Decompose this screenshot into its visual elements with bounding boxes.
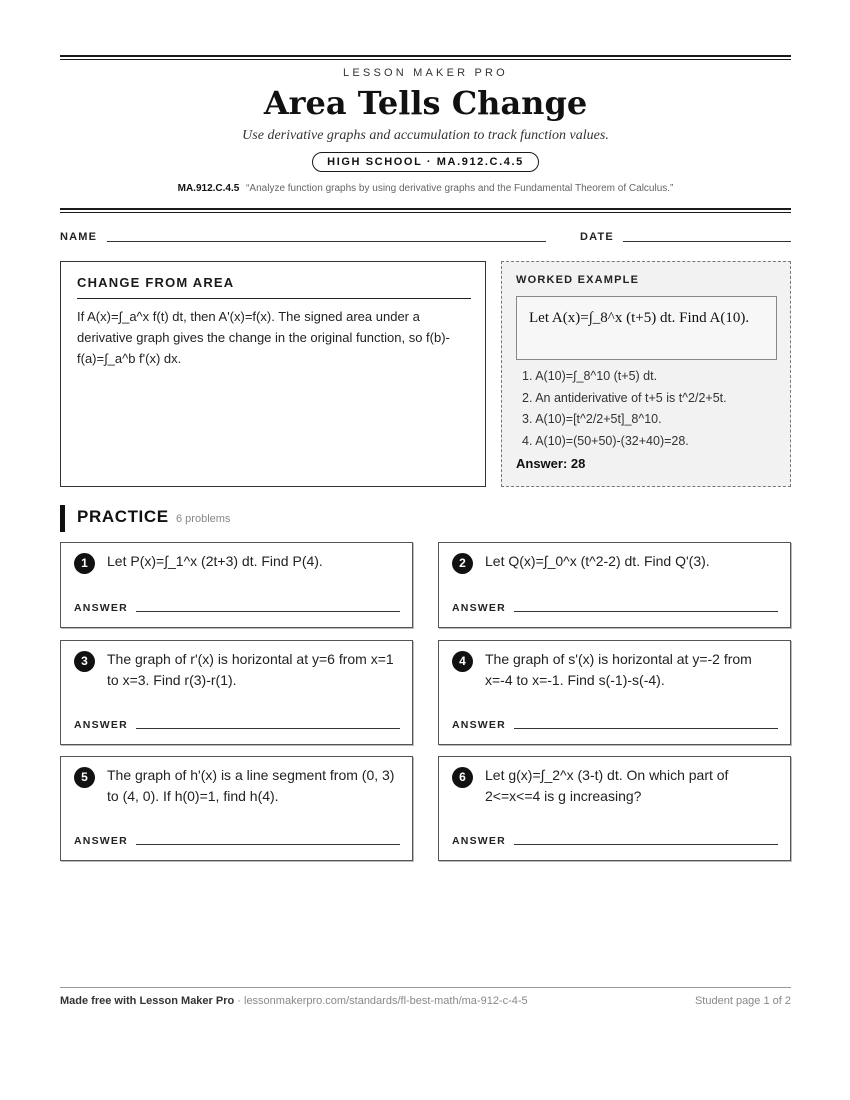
- problem-number-badge: 4: [452, 651, 473, 672]
- answer-field-2[interactable]: [514, 611, 778, 612]
- header-bottom-rule: [60, 208, 791, 213]
- answer-field-3[interactable]: [136, 728, 400, 729]
- footer-rule: [60, 987, 791, 988]
- problem-card-3: [60, 640, 413, 745]
- answer-field-6[interactable]: [514, 844, 778, 845]
- worked-example-title: WORKED EXAMPLE: [516, 274, 640, 286]
- problem-card-1: [60, 542, 413, 628]
- worked-example-steps: [522, 366, 784, 452]
- date-field[interactable]: [623, 241, 791, 242]
- problem-text: The graph of s'(x) is horizontal at y=-2 from x=-4 to x=-1. Find s(-1)-s(-4).: [485, 651, 752, 688]
- worksheet-page: [60, 0, 791, 1100]
- answer-label: ANSWER: [74, 719, 128, 731]
- standard-description: [60, 183, 791, 194]
- worked-step: 1. A(10)=∫_8^10 (t+5) dt.: [522, 369, 658, 383]
- problem-card-6: [438, 756, 791, 861]
- problem-number-badge: 2: [452, 553, 473, 574]
- name-field[interactable]: [107, 241, 546, 242]
- footer-page-number: Student page 1 of 2: [694, 995, 791, 1007]
- page-title: Area Tells Change: [263, 84, 588, 122]
- problem-number-badge: 5: [74, 767, 95, 788]
- grade-badge-wrap: [60, 152, 791, 172]
- answer-field-1[interactable]: [136, 611, 400, 612]
- problem-card-2: [438, 542, 791, 628]
- answer-label: ANSWER: [452, 719, 506, 731]
- problem-card-4: [438, 640, 791, 745]
- footer-url[interactable]: · lessonmakerpro.com/standards/fl-best-math/ma-912-c-4-5: [234, 995, 528, 1007]
- problem-number-badge: 6: [452, 767, 473, 788]
- practice-count: 6 problems: [176, 513, 231, 525]
- concept-divider: [77, 298, 471, 299]
- worked-example-answer: Answer: 28: [516, 456, 586, 471]
- footer-credit: [60, 995, 528, 1007]
- problem-text: Let P(x)=∫_1^x (2t+3) dt. Find P(4).: [107, 553, 323, 569]
- answer-label: ANSWER: [452, 602, 506, 614]
- worked-example-box: [501, 261, 791, 487]
- problem-text: The graph of r'(x) is horizontal at y=6 from x=1 to x=3. Find r(3)-r(1).: [107, 651, 394, 688]
- problem-number-badge: 1: [74, 553, 95, 574]
- standard-text: “Analyze function graphs by using derivative graphs and the Fundamental Theorem of Calculus.”: [246, 183, 674, 194]
- problem-text: Let Q(x)=∫_0^x (t^2-2) dt. Find Q'(3).: [485, 553, 710, 569]
- date-label: DATE: [580, 231, 614, 243]
- problem-text: Let g(x)=∫_2^x (3-t) dt. On which part of 2<=x<=4 is g increasing?: [485, 767, 729, 804]
- answer-label: ANSWER: [74, 602, 128, 614]
- concept-box: [60, 261, 486, 487]
- concept-text: If A(x)=∫_a^x f(t) dt, then A'(x)=f(x). The signed area under a derivative graph gives the change in the original function, so f(b)-f(a)=∫_a^b f'(x) dx.: [77, 309, 450, 366]
- problem-text: The graph of h'(x) is a line segment from (0, 3) to (4, 0). If h(0)=1, find h(4).: [107, 767, 395, 804]
- answer-label: ANSWER: [452, 835, 506, 847]
- worked-example-question: Let A(x)=∫_8^x (t+5) dt. Find A(10).: [516, 296, 777, 360]
- worked-step: 3. A(10)=[t^2/2+5t]_8^10.: [522, 412, 662, 426]
- practice-accent-bar: [60, 505, 65, 532]
- concept-title: CHANGE FROM AREA: [77, 275, 235, 290]
- footer-brand: Made free with Lesson Maker Pro: [60, 995, 235, 1007]
- standard-code: MA.912.C.4.5: [177, 183, 240, 194]
- brand-name: LESSON MAKER PRO: [343, 67, 508, 79]
- header-top-rule: [60, 55, 791, 60]
- answer-field-5[interactable]: [136, 844, 400, 845]
- problem-card-5: [60, 756, 413, 861]
- problem-number-badge: 3: [74, 651, 95, 672]
- name-label: NAME: [60, 231, 98, 243]
- answer-label: ANSWER: [74, 835, 128, 847]
- worked-step: 4. A(10)=(50+50)-(32+40)=28.: [522, 433, 689, 448]
- page-subtitle: Use derivative graphs and accumulation to track function values.: [242, 128, 609, 143]
- answer-field-4[interactable]: [514, 728, 778, 729]
- grade-standard-badge: HIGH SCHOOL · MA.912.C.4.5: [312, 152, 539, 172]
- worked-step: 2. An antiderivative of t+5 is t^2/2+5t.: [522, 390, 727, 405]
- practice-title: PRACTICE: [77, 507, 169, 526]
